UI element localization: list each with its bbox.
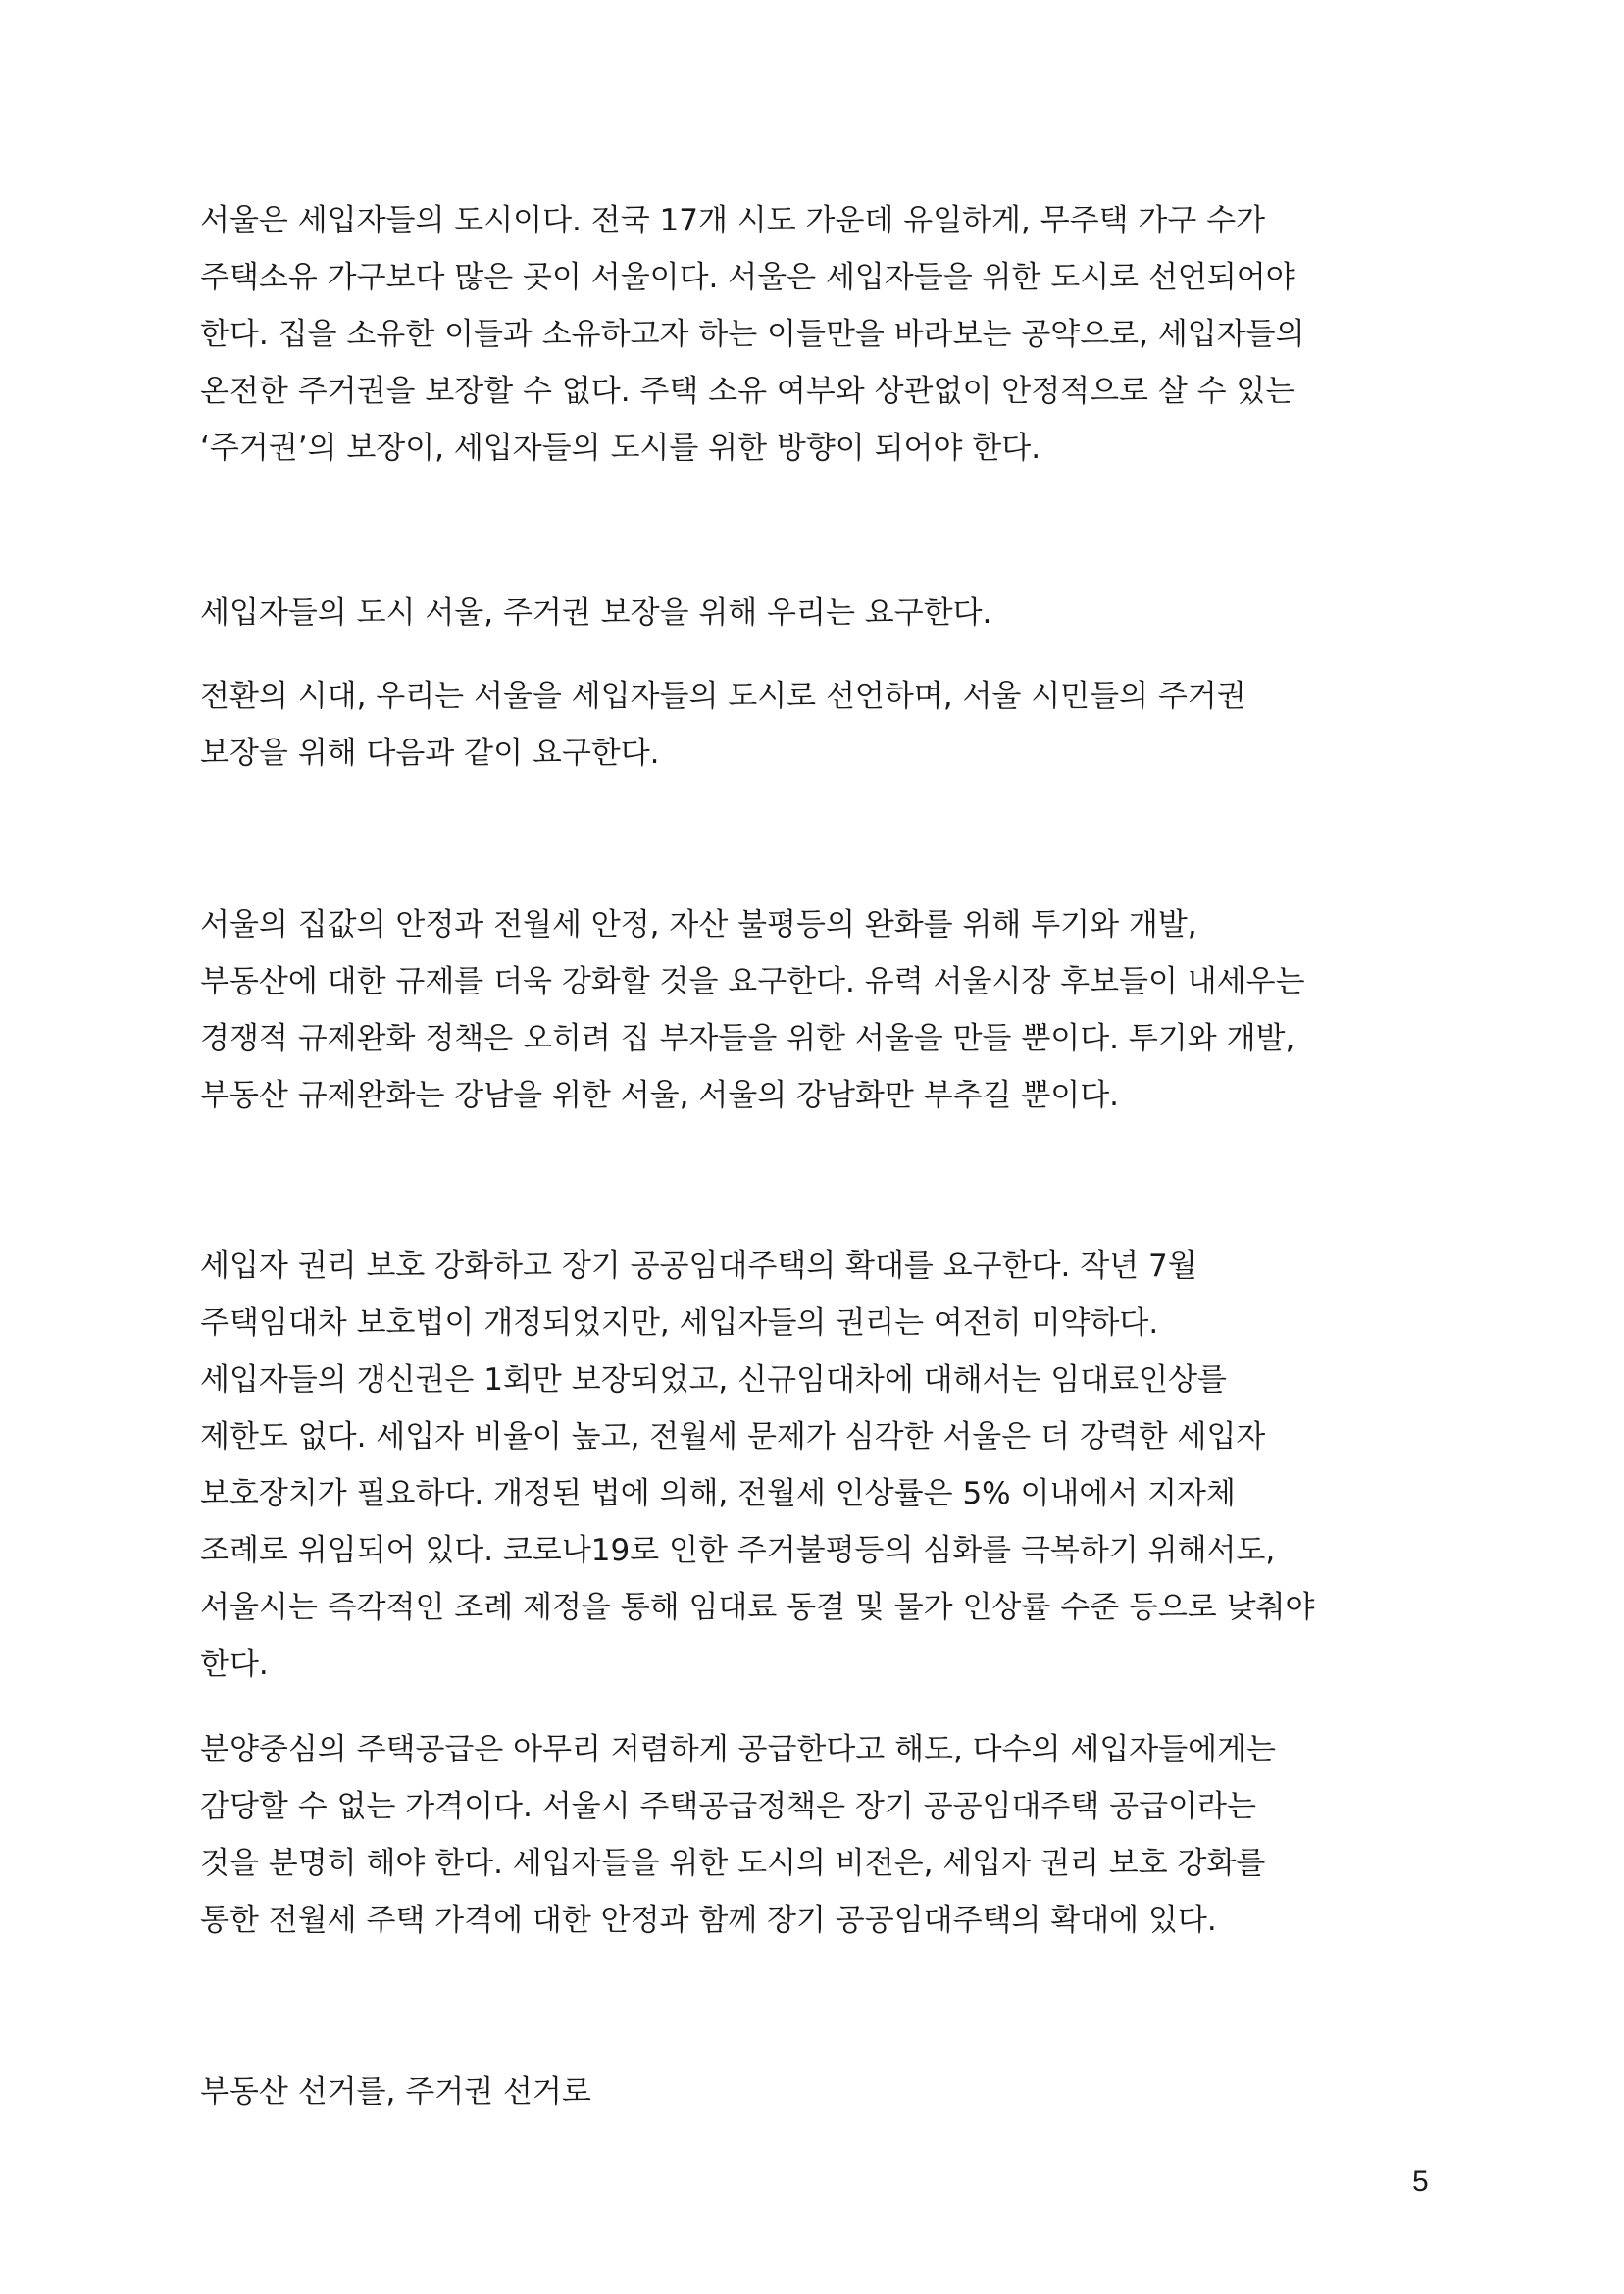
page-number: 5 <box>1412 2166 1429 2198</box>
section-heading <box>200 585 1475 641</box>
paragraph-declaration <box>200 668 1475 782</box>
text-line: 한다. <box>200 1647 269 1682</box>
text-line: 서울의 집값의 안정과 전월세 안정, 자산 불평등의 완화를 위해 투기와 개발, <box>200 907 1197 943</box>
text-line: 보호장치가 필요하다. 개정된 법에 의해, 전월세 인상률은 5% 이내에서 지자체 <box>200 1476 1236 1511</box>
text-line: 한다. 집을 소유한 이들과 소유하고자 하는 이들만을 바라보는 공약으로, 세입자들의 <box>200 317 1305 352</box>
text-line: 주택소유 가구보다 많은 곳이 서울이다. 서울은 세입자들을 위한 도시로 선언되어야 <box>200 260 1295 295</box>
text-line: 부동산 규제완화는 강남을 위한 서울, 서울의 강남화만 부추길 뿐이다. <box>200 1078 1120 1113</box>
paragraph-housing-supply <box>200 1721 1475 1949</box>
text-line: 서울시는 즉각적인 조례 제정을 통해 임대료 동결 및 물가 인상률 수준 등으로 낮춰야 <box>200 1590 1315 1625</box>
heading-line: 세입자들의 도시 서울, 주거권 보장을 위해 우리는 요구한다. <box>200 595 992 631</box>
text-line: 분양중심의 주택공급은 아무리 저렴하게 공급한다고 해도, 다수의 세입자들에게는 <box>200 1732 1276 1767</box>
text-line: 경쟁적 규제완화 정책은 오히려 집 부자들을 위한 서울을 만들 뿐이다. 투기와 개발, <box>200 1021 1295 1056</box>
closing-heading <box>200 2064 1475 2120</box>
paragraph-regulation <box>200 896 1475 1124</box>
text-line: 주택임대차 보호법이 개정되었지만, 세입자들의 권리는 여전히 미약하다. <box>200 1305 1159 1341</box>
text-line: 세입자들의 갱신권은 1회만 보장되었고, 신규임대차에 대해서는 임대료인상를 <box>200 1362 1227 1398</box>
paragraph-intro <box>200 192 1475 477</box>
text-line: 세입자 권리 보호 강화하고 장기 공공임대주택의 확대를 요구한다. 작년 7월 <box>200 1249 1197 1284</box>
paragraph-tenant-rights <box>200 1238 1475 1693</box>
text-line: 부동산에 대한 규제를 더욱 강화할 것을 요구한다. 유력 서울시장 후보들이 내세우는 <box>200 964 1305 999</box>
text-line: 제한도 없다. 세입자 비율이 높고, 전월세 문제가 심각한 서울은 더 강력한 세입자 <box>200 1419 1266 1454</box>
text-line: 것을 분명히 해야 한다. 세입자들을 위한 도시의 비전은, 세입자 권리 보호 강화를 <box>200 1846 1266 1881</box>
text-line: 조례로 위임되어 있다. 코로나19로 인한 주거불평등의 심화를 극복하기 위해서도, <box>200 1533 1276 1568</box>
text-line: 서울은 세입자들의 도시이다. 전국 17개 시도 가운데 유일하게, 무주택 가구 수가 <box>200 203 1266 238</box>
heading-line: 부동산 선거를, 주거권 선거로 <box>200 2074 591 2110</box>
text-line: 온전한 주거권을 보장할 수 없다. 주택 소유 여부와 상관없이 안정적으로 살 수 있는 <box>200 374 1295 409</box>
text-line: 보장을 위해 다음과 같이 요구한다. <box>200 736 660 771</box>
text-line: 전환의 시대, 우리는 서울을 세입자들의 도시로 선언하며, 서울 시민들의 주거권 <box>200 679 1246 714</box>
text-line: 감당할 수 없는 가격이다. 서울시 주택공급정책은 장기 공공임대주택 공급이라는 <box>200 1789 1256 1824</box>
text-line: ‘주거권’의 보장이, 세입자들의 도시를 위한 방향이 되어야 한다. <box>200 431 1041 466</box>
text-line: 통한 전월세 주택 가격에 대한 안정과 함께 장기 공공임대주택의 확대에 있다. <box>200 1903 1217 1938</box>
